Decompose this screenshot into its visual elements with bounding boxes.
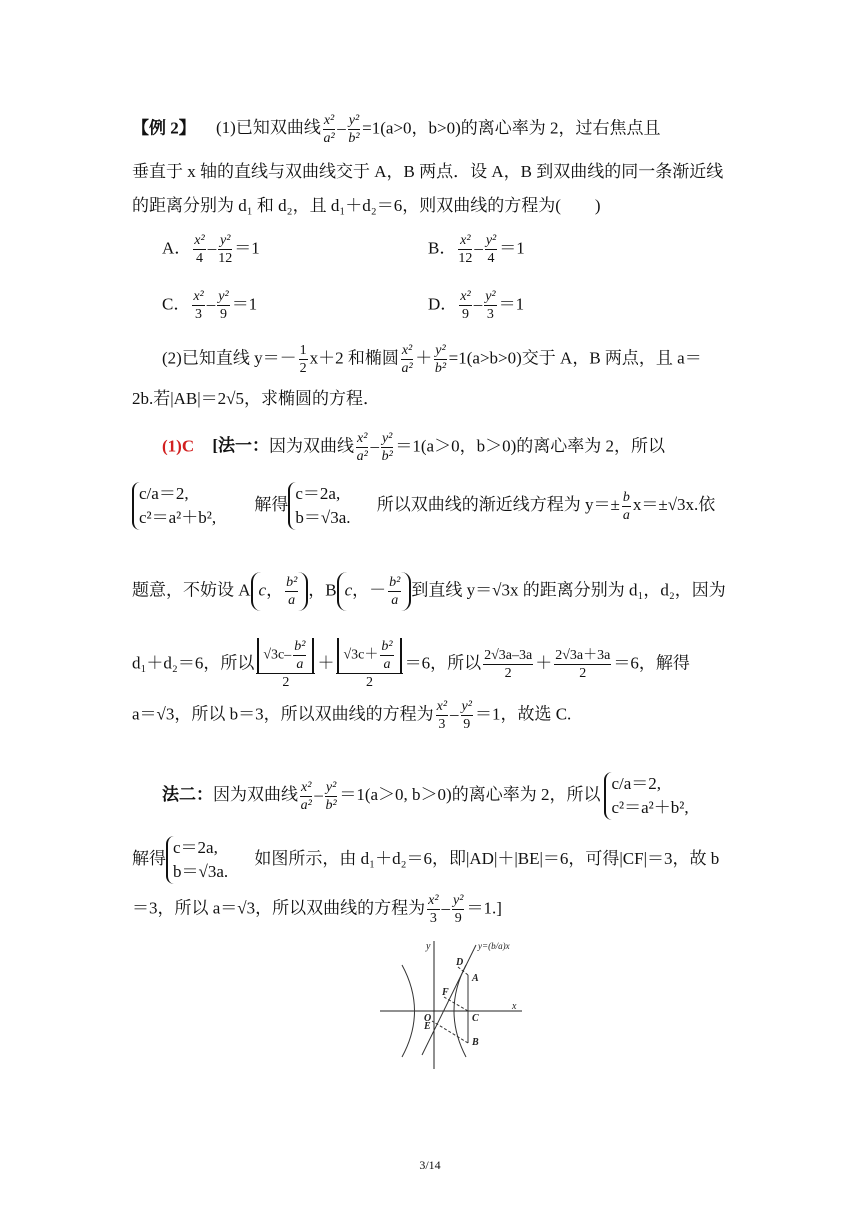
problem2-text-c: =1(a>b>0)交于 A，B 两点，且 a＝: [448, 348, 702, 368]
method2-label: 法二：: [162, 784, 213, 804]
method2-text3: 如图所示，由 d₁＋d₂＝6，即|AD|＋|BE|＝6，可得|CF|＝3，故 b: [254, 848, 720, 868]
asymptote-text: 所以双曲线的渐近线方程为 y＝±: [376, 494, 620, 514]
label-b: B: [472, 1037, 479, 1048]
solve-label-2: 解得: [132, 848, 166, 868]
equation-system-4: [166, 836, 228, 884]
label-y-axis: y: [426, 941, 431, 952]
label-asymptote: y=(b/a)x: [478, 941, 510, 951]
fraction-x2-a2: $\frac{\text{x²}}{\text{a²}}$: [323, 113, 335, 146]
label-e: E: [424, 1021, 431, 1032]
solution-line-5: a＝√3，所以 b＝3，所以双曲线的方程为 $\frac{\text{x²}}{3}$ – $\frac{\text{y²}}{9}$ ＝1，故选 C.: [132, 699, 572, 732]
method1-text: 因为双曲线: [269, 436, 355, 456]
label-x-axis: x: [512, 1001, 517, 1012]
problem1-line-2: 垂直于 x 轴的直线与双曲线交于 A，B 两点．设 A，B 到双曲线的同一条渐近线: [132, 162, 724, 181]
option-a: A． $\frac{\text{x²}}{4}$ – $\frac{\text{y²}}{12}$ ＝1: [162, 233, 260, 266]
system4-line1: c＝2a,: [173, 838, 218, 857]
method2-text4: ＝3，所以 a＝√3，所以双曲线的方程为: [132, 898, 426, 918]
hyperbola-figure: [372, 935, 532, 1075]
answer-label: (1)C: [162, 436, 195, 456]
label-o: O: [424, 1013, 432, 1024]
line4-text-c: ＝6，解得: [613, 653, 690, 673]
label-f: F: [442, 987, 449, 998]
system3-line1: c/a＝2,: [611, 774, 662, 793]
page-number: 3/14: [419, 1158, 441, 1172]
method1-label: [法一：: [212, 436, 270, 456]
solve-label-1: 解得: [254, 494, 289, 514]
point-a-coords: c， $\frac{\text{b²}}{a}$: [251, 572, 309, 611]
solution-line-3: [132, 572, 726, 611]
solution-line-1: (1)C [法一：因为双曲线 $\frac{\text{x²}}{\text{a²}}$ – $\frac{\text{y²}}{\text{b²}}$ ＝1(a＞0，b＞0)的离心率为 2，所以: [162, 431, 665, 464]
equation-system-2: [288, 482, 350, 530]
solution-line-2: c/a＝2, c²＝a²＋b², 解得c＝2a, b＝√3a. 所以双曲线的渐近线方程为 y＝± $\frac{b}{a}$ x＝±√3x.依: [132, 482, 715, 530]
solution-line-4: d₁＋d₂＝6，所以 √3c– $\frac{\text{b²}}{a}$ 2 ＋ √3c＋ $\frac{\text{b²}}{a}$ 2 ＝6，所以 $\frac{2√3a-3a}{2}$ ＋ $\frac{2√3a+3a}{2}$ ＝6，解得: [132, 639, 690, 690]
problem1-condition: =1(a>0，b>0)的离心率为 2，过右焦点且: [362, 118, 661, 138]
equation-system-1: [132, 482, 216, 530]
point-b-coords: c，－ $\frac{\text{b²}}{a}$: [337, 572, 412, 611]
line4-text-b: ＝6，所以: [404, 653, 482, 673]
example-line-1: 【例 2】 (1)已知双曲线 $\frac{\text{x²}}{\text{a²}}$ – $\frac{\text{y²}}{\text{b²}}$ =1(a>0，b>0)的离心率为 2，过右焦点且: [132, 113, 661, 146]
problem2-line-1: (2)已知直线 y＝－ $\frac{1}{2}$ x＋2 和椭圆 $\frac{\text{x²}}{\text{a²}}$ ＋ $\frac{\text{y²}}{\text{b²}}$ =1(a>b>0)交于 A，B 两点，且 a＝: [162, 343, 702, 376]
option-c: C． $\frac{\text{x²}}{3}$ – $\frac{\text{y²}}{9}$ ＝1: [162, 289, 258, 322]
system3-line2: c²＝a²＋b²,: [611, 798, 689, 817]
label-d: D: [456, 957, 464, 968]
line3-text-b: ，B: [308, 580, 337, 600]
problem2-text-a: (2)已知直线 y＝－: [162, 348, 297, 368]
method2-text5: ＝1.]: [466, 898, 502, 918]
problem1-intro: (1)已知双曲线: [216, 118, 321, 138]
option-d: D． $\frac{\text{x²}}{9}$ – $\frac{\text{y²}}{3}$ ＝1: [428, 289, 525, 322]
fraction-y2-b2: $\frac{\text{y²}}{\text{b²}}$: [348, 113, 360, 146]
line5-text-a: a＝√3，所以 b＝3，所以双曲线的方程为: [132, 704, 434, 724]
system2-line2: b＝√3a.: [295, 508, 351, 527]
system1-line2: c²＝a²＋b²,: [139, 508, 217, 527]
problem2-text-b: x＋2 和椭圆: [309, 348, 399, 368]
option-b-label: B．: [428, 238, 457, 258]
method1-text2: ＝1(a＞0，b＞0)的离心率为 2，所以: [395, 436, 665, 456]
equation-system-3: [604, 772, 688, 820]
asymptote-text2: x＝±√3x.依: [632, 494, 716, 514]
option-c-label: C．: [162, 294, 191, 314]
line5-text-b: ＝1，故选 C.: [474, 704, 572, 724]
method2-text2: ＝1(a＞0, b＞0)的离心率为 2，所以: [339, 784, 601, 804]
method2-text: 因为双曲线: [213, 784, 298, 804]
line3-text-a: 题意，不妨设 A: [132, 580, 251, 600]
label-c: C: [472, 1013, 479, 1024]
line4-text-a: d₁＋d₂＝6，所以: [132, 653, 255, 673]
system1-line1: c/a＝2,: [139, 484, 189, 503]
problem2-line-2: 2b.若|AB|＝2√5，求椭圆的方程．: [132, 389, 381, 408]
option-a-label: A．: [162, 238, 192, 258]
method2-line-3: ＝3，所以 a＝√3，所以双曲线的方程为 $\frac{\text{x²}}{3}$ – $\frac{\text{y²}}{9}$ ＝1.]: [132, 893, 502, 926]
system2-line1: c＝2a,: [295, 484, 341, 503]
system4-line2: b＝√3a.: [173, 862, 229, 881]
label-a: A: [472, 973, 479, 984]
example-tag: 【例 2】: [132, 118, 196, 138]
method2-line-2: [132, 836, 719, 884]
method2-line-1: 法二：因为双曲线 $\frac{\text{x²}}{\text{a²}}$ – $\frac{\text{y²}}{\text{b²}}$ ＝1(a＞0, b＞0)的离心率为 2，所以c/a＝2, c²＝a²＋b²,: [162, 772, 689, 820]
line3-text-c: 到直线 y＝√3x 的距离分别为 d₁，d₂，因为: [411, 580, 726, 600]
problem1-line-3: 的距离分别为 d₁ 和 d₂，且 d₁＋d₂＝6，则双曲线的方程为( ): [132, 196, 601, 215]
option-b: B． $\frac{\text{x²}}{12}$ – $\frac{\text{y²}}{4}$ ＝1: [428, 233, 525, 266]
option-d-label: D．: [428, 294, 458, 314]
